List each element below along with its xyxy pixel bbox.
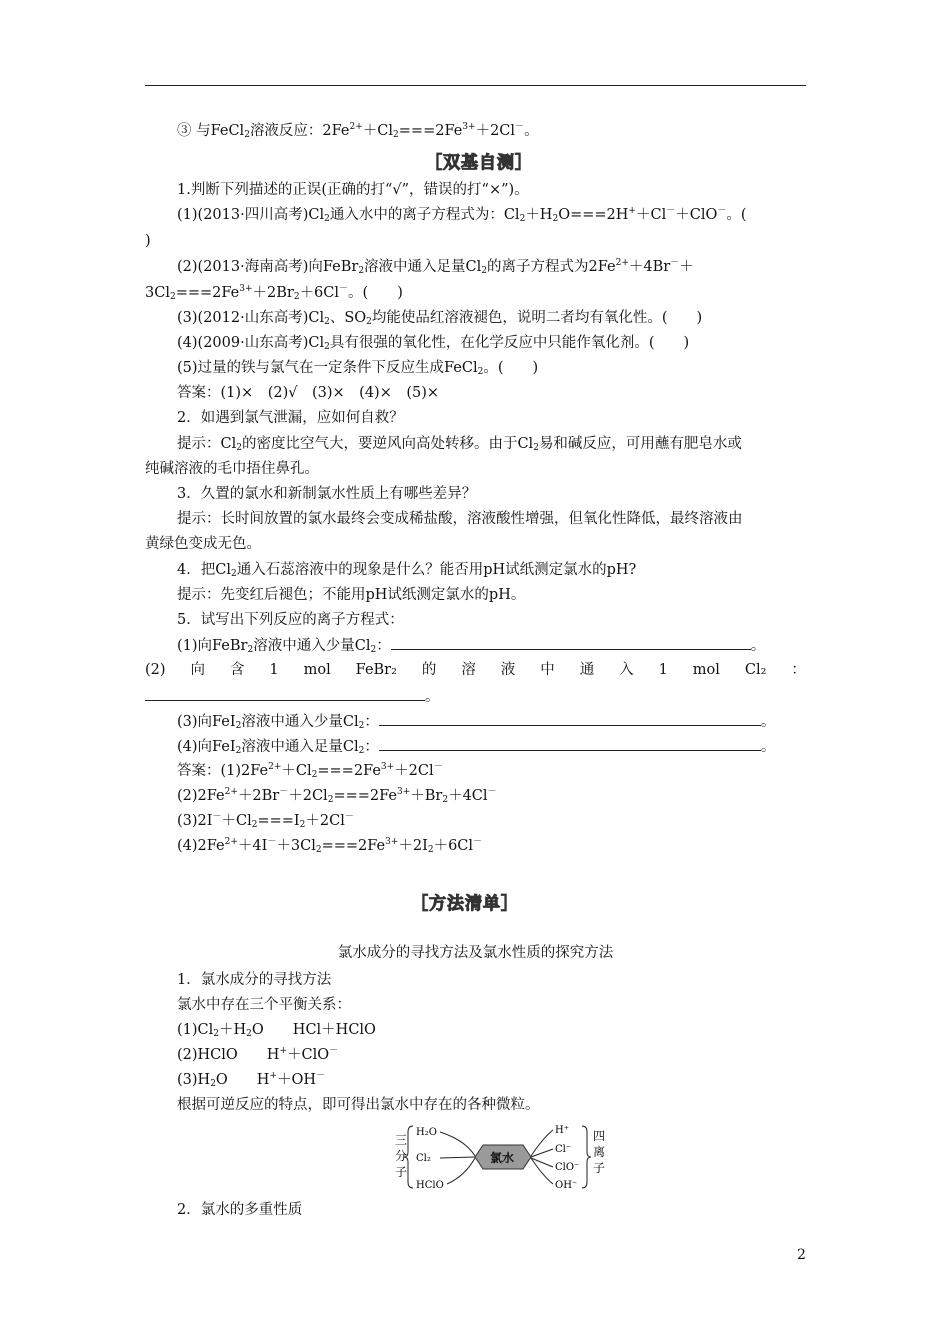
right-brace bbox=[582, 1126, 591, 1188]
answer-5-3: $(3)2I^-+Cl_2===I_2+2Cl^-$ bbox=[177, 812, 354, 830]
question-5: 5．试写出下列反应的离子方程式： bbox=[177, 612, 404, 628]
question-5-3: (3)向FeI$_2$溶液中通入少量$Cl_2$： 。 bbox=[177, 711, 775, 732]
question-5-2-cont: 。 bbox=[145, 686, 440, 707]
answer-blank[interactable] bbox=[145, 686, 425, 701]
answer-blank[interactable] bbox=[379, 711, 761, 726]
justified-word: 中 bbox=[540, 662, 555, 678]
justified-word: 液 bbox=[500, 662, 516, 678]
method-3: 根据可逆反应的特点，即可得出氯水中存在的各种微粒。 bbox=[177, 1097, 540, 1113]
left-group-char: 分 bbox=[395, 1149, 408, 1163]
header-rule bbox=[145, 85, 806, 86]
hint-3: 提示：长时间放置的氯水最终会变成稀盐酸，溶液酸性增强，但氧化性降低，最终溶液由 bbox=[177, 511, 743, 527]
equilibrium-1: $(1)Cl_2+H_2O$ HCl＋HClO bbox=[177, 1022, 376, 1039]
method-2: 氯水中存在三个平衡关系： bbox=[177, 997, 351, 1013]
right-group-char: 离 bbox=[593, 1145, 606, 1159]
answer-blank[interactable] bbox=[379, 736, 761, 751]
question-1-3: (3)(2012·山东高考)$Cl_2$、$SO_2$均能使品红溶液褪色，说明二者均有氧化性。( ) bbox=[177, 310, 703, 327]
justified-word: FeBr₂ bbox=[355, 662, 397, 678]
question-1-4: (4)(2009·山东高考)$Cl_2$具有很强的氧化性，在化学反应中只能作氧化剂。( ) bbox=[177, 335, 690, 352]
answer-5-2: $(2)2Fe^{2+}+2Br^-+2Cl_2===2Fe^{3+}+Br_2+4Cl^-$ bbox=[177, 787, 497, 805]
question-5-1: (1)向FeBr$_2$溶液中通入少量$Cl_2$： 。 bbox=[177, 635, 765, 656]
molecule-cl2: Cl₂ bbox=[416, 1153, 431, 1164]
justified-word: 向 bbox=[190, 662, 205, 678]
justified-word: 的 bbox=[421, 662, 437, 678]
justified-word: mol bbox=[692, 662, 720, 678]
answer-1: 答案：(1)× (2)√ (3)× (4)× (5)× bbox=[177, 385, 440, 401]
center-label: 氯水 bbox=[490, 1151, 515, 1165]
answer-blank[interactable] bbox=[391, 635, 751, 650]
question-1: 1.判断下列描述的正误(正确的打“√”，错误的打“×”)。 bbox=[177, 182, 529, 198]
question-3: 3．久置的氯水和新制氯水性质上有哪些差异？ bbox=[177, 486, 477, 502]
equilibrium-3: $(3)H_2O$ H+＋OH－ bbox=[177, 1071, 326, 1089]
justified-word: 1 bbox=[269, 662, 279, 678]
chlorine-water-diagram bbox=[385, 1120, 610, 1195]
left-group-char: 三 bbox=[395, 1133, 408, 1147]
hint-2: 提示：$Cl_2$的密度比空气大，要逆风向高处转移。由于$Cl_2$易和碱反应，可用蘸有肥皂水或 bbox=[177, 436, 742, 453]
question-5-2 bbox=[145, 660, 806, 680]
justified-word: 1 bbox=[658, 662, 668, 678]
question-1-2-cont: $3Cl_2===2Fe^{3+}+2Br_2+6Cl^-$。( ) bbox=[145, 284, 403, 302]
right-group-char: 四 bbox=[593, 1129, 606, 1143]
answer-5-1: 答案：$(1)2Fe^{2+}+Cl_2===2Fe^{3+}+2Cl^-$ bbox=[177, 762, 443, 780]
justified-word: ： bbox=[791, 662, 806, 678]
answer-5-4: $(4)2Fe^{2+}+4I^-+3Cl_2===2Fe^{3+}+2I_2+6Cl^-$ bbox=[177, 837, 483, 855]
justified-word: (2) bbox=[145, 662, 166, 678]
question-1-2: (2)(2013·海南高考)向FeBr$_2$溶液中通入足量$Cl_2$的离子方程式为$2Fe^{2+}+4Br^-+$ bbox=[177, 258, 694, 276]
justified-word: 入 bbox=[619, 662, 634, 678]
right-group-char: 子 bbox=[593, 1161, 606, 1175]
hint-4: 提示：先变红后褪色；不能用pH试纸测定氯水的pH。 bbox=[177, 587, 526, 603]
method-1: 1．氯水成分的寻找方法 bbox=[177, 972, 332, 988]
justified-word: 通 bbox=[579, 662, 595, 678]
molecule-hclo: HClO bbox=[416, 1180, 444, 1191]
justified-word: 溶 bbox=[461, 662, 476, 678]
question-5-4: (4)向FeI$_2$溶液中通入足量$Cl_2$： 。 bbox=[177, 736, 775, 757]
question-2: 2．如遇到氯气泄漏，应如何自救？ bbox=[177, 410, 404, 426]
ion-h: H⁺ bbox=[555, 1125, 569, 1136]
molecule-h2o: H₂O bbox=[416, 1127, 437, 1138]
reaction-line: ③ 与FeCl$_2$溶液反应：$2Fe^{2+}+Cl_2===2Fe^{3+}+2Cl^-$。 bbox=[177, 122, 539, 140]
question-4: 4．把$Cl_2$通入石蕊溶液中的现象是什么？能否用pH试纸测定氯水的pH? bbox=[177, 562, 637, 579]
question-1-5: (5)过量的铁与氯气在一定条件下反应生成FeCl$_2$。( ) bbox=[177, 360, 539, 377]
page-number: 2 bbox=[797, 1247, 806, 1263]
section-banner-self-test: ［双基自测］ bbox=[425, 153, 533, 173]
ion-oh: OH⁻ bbox=[555, 1180, 578, 1191]
ion-cl: Cl⁻ bbox=[555, 1144, 572, 1155]
right-connectors bbox=[531, 1130, 553, 1184]
section-banner-methods: ［方法清单］ bbox=[411, 894, 519, 914]
hint-2-cont: 纯碱溶液的毛巾捂住鼻孔。 bbox=[145, 461, 319, 477]
ion-clo: ClO⁻ bbox=[555, 1162, 580, 1173]
justified-word: Cl₂ bbox=[744, 662, 767, 678]
equilibrium-2: (2)HClO H+＋ClO－ bbox=[177, 1046, 339, 1063]
left-connectors bbox=[440, 1132, 475, 1184]
method-4: 2．氯水的多重性质 bbox=[177, 1202, 303, 1218]
hint-3-cont: 黄绿色变成无色。 bbox=[145, 536, 261, 552]
question-1-1-cont: ) bbox=[145, 233, 151, 249]
question-1-1: (1)(2013·四川高考)$Cl_2$通入水中的离子方程式为：$Cl_2+H_2O===2H^++Cl^-+ClO^-$。( bbox=[177, 206, 747, 224]
justified-word: mol bbox=[303, 662, 331, 678]
justified-word: 含 bbox=[229, 662, 245, 678]
left-group-char: 子 bbox=[395, 1165, 408, 1179]
method-subtitle: 氯水成分的寻找方法及氯水性质的探究方法 bbox=[337, 945, 614, 961]
